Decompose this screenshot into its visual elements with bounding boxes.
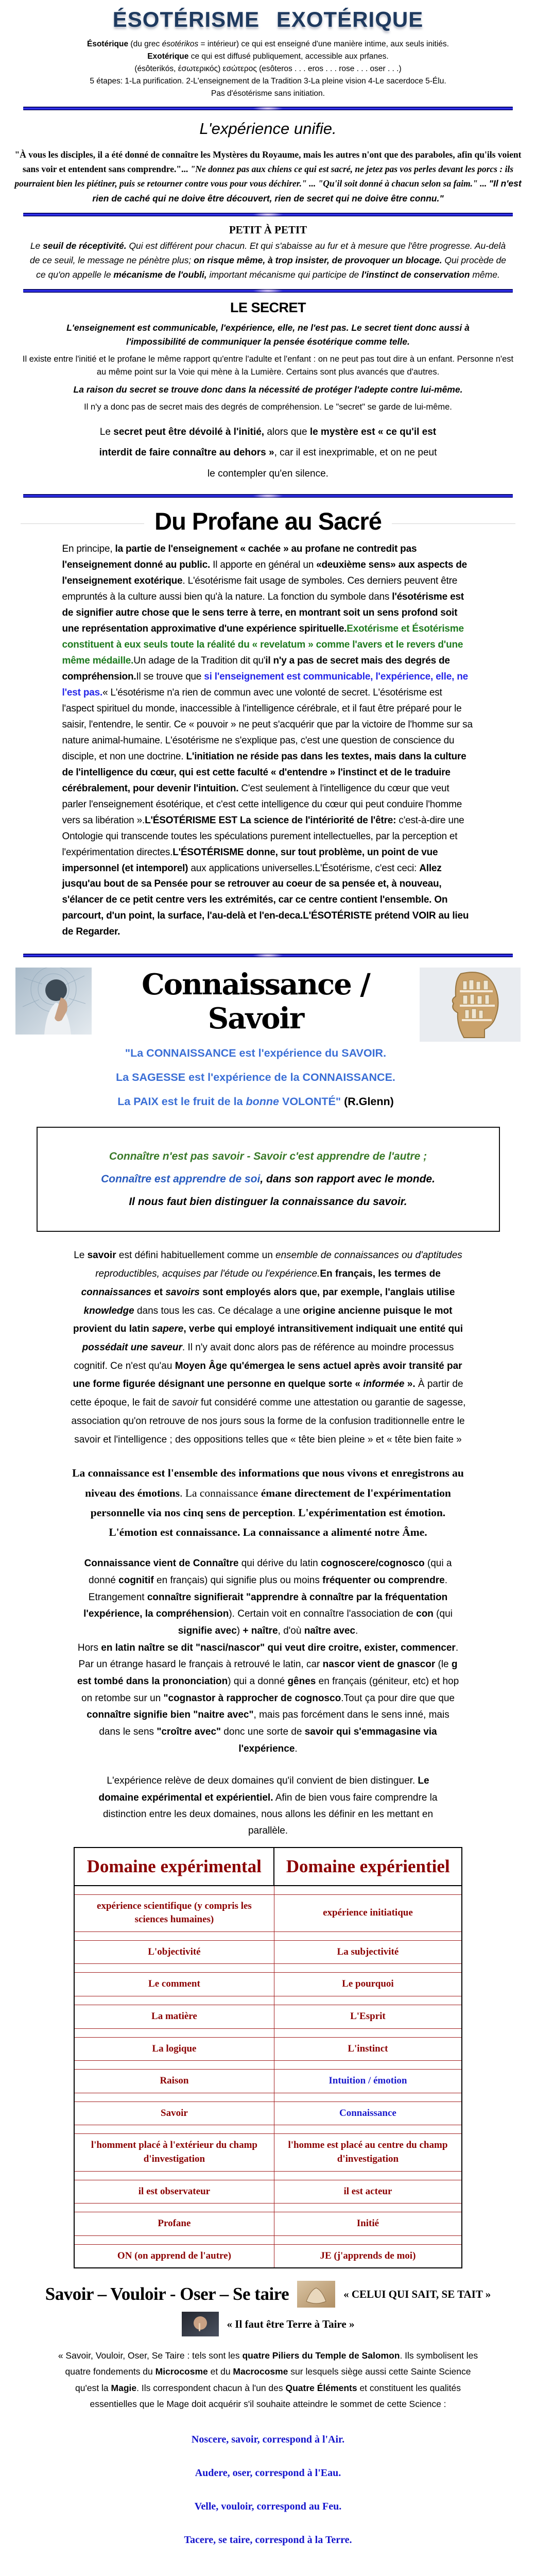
spacer-row — [74, 2093, 462, 2102]
spacer-row — [74, 2171, 462, 2180]
box-line: Connaître n'est pas savoir - Savoir c'est apprendre de l'autre ; — [109, 1150, 427, 1163]
cell-right: Intuition / émotion — [274, 2070, 462, 2093]
spacer-row — [74, 1931, 462, 1940]
silence-image — [182, 2312, 219, 2336]
quatre-quote-1: « CELUI QUI SAIT, SE TAIT » — [343, 2287, 491, 2300]
table-row — [74, 2134, 462, 2171]
quatre-heading-row — [0, 2281, 536, 2308]
domains-table — [74, 1847, 462, 2269]
cell-right: Le pourquoi — [274, 1973, 462, 1996]
definition-line: Exotérique ce qui est diffusé publiquement, accessible aux prfanes. — [147, 52, 389, 61]
cell-right: Connaissance — [274, 2102, 462, 2125]
secret-closing: Le secret peut être dévoilé à l'initié, alors que le mystère est « ce qu'il est interdit de faire connaître au dehors », car il est inexprimable, et on ne peut le contempler qu'en silence. — [99, 426, 437, 480]
cell-right: JE (j'apprends de moi) — [274, 2244, 462, 2268]
spacer-row — [74, 2125, 462, 2134]
element-line-air: Noscere, savoir, correspond à l'Air. — [191, 2433, 345, 2445]
cell-right: L'instinct — [274, 2037, 462, 2061]
table-header-experimental: Domaine expérimental — [74, 1848, 274, 1886]
spacer-row — [74, 2204, 462, 2212]
experience-heading: L'expérience unifie. — [199, 119, 337, 138]
connaissance-line: "La CONNAISSANCE est l'expérience du SAVOIR. — [125, 1047, 387, 1060]
quatre-heading: Savoir – Vouloir - Oser – Se taire — [45, 2284, 289, 2304]
cell-right: il est acteur — [274, 2180, 462, 2204]
box-line: Il nous faut bien distinguer la connaissance du savoir. — [129, 1196, 407, 1208]
connaissance-paragraph: La connaissance est l'ensemble des informations que nous vivons et enregistrons au niveau des émotions. La connaissance émane directement de l'expérimentation personnelle via nos cinq sens de perception. L'expérimentation est émotion. L'émotion est connaissance. La connaissance a alimenté notre Âme. — [72, 1467, 464, 1539]
box-line: Connaître est apprendre de soi, dans son rapport avec le monde. — [101, 1173, 435, 1185]
definition-line: (ésôterikós, έσωτερικός) εσώτερος (esôteros . . . eros . . . rose . . . oser . . .) — [134, 64, 402, 73]
blue-separator — [23, 954, 513, 957]
secret-body: Il existe entre l'initié et le profane le même rapport qu'entre l'adulte et l'enfant : on ne peut pas tout dire à un enfant. Personne n'est au même point sur la Voie qui mène à la Lumière. Certains sont plus avancés que d'autres. — [22, 354, 514, 377]
table-row — [74, 2070, 462, 2093]
cell-right: expérience initiatique — [274, 1894, 462, 1931]
cell-left: Savoir — [74, 2102, 274, 2125]
secret-heading: LE SECRET — [230, 299, 306, 315]
table-row — [74, 2244, 462, 2268]
table-row — [74, 1940, 462, 1964]
element-line-feu: Velle, vouloir, correspond au Feu. — [194, 2500, 342, 2512]
cell-left: ON (on apprend de l'autre) — [74, 2244, 274, 2268]
cell-right: l'homme est placé au centre du champ d'investigation — [274, 2134, 462, 2171]
element-line-terre: Tacere, se taire, correspond à la Terre. — [184, 2534, 352, 2546]
cell-left: Profane — [74, 2212, 274, 2236]
cell-left: Raison — [74, 2070, 274, 2093]
element-line-eau: Audere, oser, correspond à l'Eau. — [195, 2467, 341, 2479]
blue-separator — [23, 213, 513, 216]
petit-paragraph: Le seuil de réceptivité. Qui est différent pour chacun. Et qui s'abaisse au fur et à mesure que l'être progresse. Au-delà de ce seuil, le message ne pénètre plus; on risque même, à trop insister, de provoquer un blocage. Qui procède de ce qu'on appelle le mécanisme de l'oubli, important mécanisme qui participe de l'instinct de conservation même. — [30, 240, 506, 280]
spacer-row — [74, 2028, 462, 2037]
table-row — [74, 2102, 462, 2125]
connaissance-section — [15, 968, 521, 1120]
blue-separator — [23, 289, 513, 293]
spacer-row — [74, 1964, 462, 1973]
spacer-row — [74, 1996, 462, 2005]
thinker-image — [15, 968, 92, 1035]
pillars-paragraph: « Savoir, Vouloir, Oser, Se Taire : tels sont les quatre Piliers du Temple de Salomon. Ils symbolisent les quatre fondements du Microcosme et du Macrocosme sur lesquels siège aussi cette Sainte Science qu'est la Magie. Ils correspondent chacun à l'un des Quatre Éléments et constituent les qualités essentielles que le Mage doit acquérir s'il souhaite atteindre le sommet de cette Science : — [58, 2350, 478, 2409]
petit-heading: PETIT À PETIT — [229, 223, 307, 236]
cell-left: l'homment placé à l'extérieur du champ d'investigation — [74, 2134, 274, 2171]
cell-left: L'objectivité — [74, 1940, 274, 1964]
scripture-quote: "À vous les disciples, il a été donné de connaître les Mystères du Royaume, mais les autres n'ont que des paraboles, afin qu'ils voient sans voir et entendent sans comprendre."... "Ne donnez pas aux chiens ce qui est sacré, ne jetez pas vos perles devant les porcs : ils pourraient bien les piétiner, puis se retourner contre vous pour vous déchirer." ... "Qu'il soit donné à chacun selon sa faim." ... "Il n'est rien de caché qui ne doive être découvert, rien de secret qui ne doive être connu." — [14, 149, 522, 204]
table-row — [74, 1973, 462, 1996]
savoir-paragraph: Le savoir est défini habituellement comme un ensemble de connaissances ou d'aptitudes reproductibles, acquises par l'étude ou l'expérience.En français, les termes de connaissances et savoirs sont employés alors que, par exemple, l'anglais utilise knowledge dans tous les cas. Ce décalage a une origine ancienne puisque le mot provient du latin sapere, verbe qui employé intransitivement indiquait une entité qui possédait une saveur. Il n'y avait donc alors pas de référence au moindre processus cognitif. Ce n'est qu'au Moyen Âge qu'émergea le sens actuel après avoir transité par une forme figurée désignant une personne en quelque sorte « informée ». À partir de cette époque, le fait de savoir fut considéré comme une attestation ou garantie de sagesse, association qu'on retrouve de nos jours sous la forme de la confusion traditionnelle entre le savoir et l'intelligence ; des oppositions telles que « tête bien pleine » et « tête bien faite » — [70, 1250, 466, 1445]
connaitre-paragraph: Connaissance vient de Connaître qui dérive du latin cognoscere/cognosco (qui a donné cognitif en français) qui signifie plus ou moins fréquenter ou comprendre. Etrangement connaître signifierait "apprendre à connaître par la fréquentation l'expérience, la compréhension). Certain voit en connaître l'association de con (qui signifie avec) + naître, d'où naître avec. — [83, 1558, 453, 1637]
table-row — [74, 2180, 462, 2204]
cell-right: L'Esprit — [274, 2005, 462, 2028]
definition-line: Pas d'ésotérisme sans initiation. — [211, 89, 325, 98]
table-header-experientiel: Domaine expérientiel — [274, 1848, 462, 1886]
definition-line: Ésotérique (du grec ésotérikos = intérieur) ce qui est enseigné d'une manière intime, aux seuls initiés. — [87, 40, 449, 48]
page-title: ÉSOTÉRISME EXOTÉRIQUE — [112, 7, 424, 31]
table-row — [74, 2005, 462, 2028]
cell-left: Le comment — [74, 1973, 274, 1996]
cell-left: La matière — [74, 2005, 274, 2028]
quatre-quote-row — [0, 2312, 536, 2336]
cell-left: expérience scientifique (y compris les sciences humaines) — [74, 1894, 274, 1931]
experience-domains-paragraph: L'expérience relève de deux domaines qu'il convient de bien distinguer. Le domaine expérimental et expérientiel. Afin de bien vous faire comprendre la distinction entre les deux domaines, nous allons les définir en les mettant en parallèle. — [98, 1775, 438, 1837]
spacer-row — [74, 1886, 462, 1895]
secret-body2: Il n'y a donc pas de secret mais des degrés de compréhension. Le "secret" se garde de lui-même. — [84, 402, 452, 412]
connaissance-line: La PAIX est le fruit de la bonne VOLONTÉ" (R.Glenn) — [117, 1095, 394, 1108]
secret-lead: L'enseignement est communicable, l'expérience, elle, ne l'est pas. Le secret tient donc aussi à l'impossibilité de communiquer la pensée ésotérique comme telle. — [66, 322, 470, 347]
elements-block — [0, 2434, 536, 2546]
table-row — [74, 2037, 462, 2061]
spacer-row — [74, 2061, 462, 2070]
quatre-quote-2: « Il faut être Terre à Taire » — [227, 2317, 355, 2330]
blue-separator — [23, 494, 513, 498]
distinction-box — [37, 1127, 500, 1232]
cell-left: il est observateur — [74, 2180, 274, 2204]
cell-left: La logique — [74, 2037, 274, 2061]
book-head-image — [420, 968, 521, 1042]
connaissance-line: La SAGESSE est l'expérience de la CONNAISSANCE. — [116, 1071, 395, 1084]
table-row — [74, 2212, 462, 2236]
spacer-row — [74, 2235, 462, 2244]
cell-right: Initié — [274, 2212, 462, 2236]
profane-heading: Du Profane au Sacré — [0, 507, 536, 535]
table-header-row — [74, 1848, 462, 1886]
connaitre-paragraph-2: Hors en latin naître se dit "nasci/nascor" qui veut dire croitre, exister, commencer. Par un étrange hasard le français à retrouvé le latin, car nascor vient de gnascor (le g est tombé dans la prononciation) qui a donné gênes en français (géniteur, etc) et hop on retombe sur un "cognastor à rapprocher de cognosco.Tout ça pour dire que que connaître signifie bien "naitre avec", mais pas forcément dans le sens inné, mais dans le sens "croître avec" donc une sorte de savoir qui s'emmagasine via l'expérience. — [77, 1642, 459, 1754]
definition-line: 5 étapes: 1-La purification. 2-L'enseignement de la Tradition 3-La pleine vision 4-Le sacerdoce 5-Élu. — [90, 76, 446, 86]
connaissance-heading: Connaissance / Savoir — [142, 968, 370, 1036]
cell-right: La subjectivité — [274, 1940, 462, 1964]
hands-image — [297, 2281, 335, 2308]
blue-separator — [23, 107, 513, 110]
profane-paragraph: En principe, la partie de l'enseignement « cachée » au profane ne contredit pas l'enseignement donné au public. Il apporte en général un «deuxième sens» aux aspects de l'enseignement exotérique. L'ésotérisme fait usage de symboles. Ces derniers peuvent être empruntés à la culture aussi bien qu'à la nature. La fonction du symbole dans l'ésotérisme est de signifier autre chose que le sens terre à terre, en montrant soit un sens profond soit une représentation approximative d'une expérience spirituelle.Exotérisme et Ésotérisme constituent à eux seuls toute la réalité du « revelatum » comme l'avers et le revers d'une même médaille.Un adage de la Tradition dit qu'il n'y a pas de secret mais des degrés de compréhension.Il se trouve que si l'enseignement est communicable, l'expérience, elle, ne l'est pas.« L'ésotérisme n'a rien de commun avec une volonté de secret. L'ésotérisme est l'aspect spirituel du monde, inaccessible à l'intelligence cérébrale, et il faut être préparé pour le saisir, l'entendre, le sentir. Ce « pouvoir » ne peut s'acquérir que par la victoire de l'homme sur sa nature animal-humaine. L'ésotérisme ne s'explique pas, c'est une question de conscience du disciple, et non une doctrine. L'initiation ne réside pas dans les textes, mais dans la culture de l'intelligence du cœur, qui est cette faculté « d'entendre » l'instinct et de le traduire cérébralement, pour devenir l'intuition. C'est seulement à l'intelligence du cœur que veut parler l'enseignement ésotérique, et c'est cette intelligence du cœur qui peut conduire l'homme vers sa libération ».L'ÉSOTÉRISME EST La science de l'intériorité de l'être: c'est-à-dire une Ontologie qui transcende toutes les spéculations purement intellectuelles, par la perception et l'expérimentation directes.L'ÉSOTÉRISME donne, sur tout problème, un point de vue impersonnel (et intemporel) aux applications universelles.L'Ésotérisme, c'est ceci: Allez jusqu'au bout de sa Pensée pour se retrouver au coeur de sa pensée et, à nouveau, s'élancer de ce petit centre vers les extrémités, car ce centre contient l'ensemble. On parcourt, d'un point, la surface, l'au-delà et l'en-deca.L'ÉSOTÉRISTE prétend VOIR au lieu de Regarder. — [62, 544, 473, 938]
connaissance-center — [102, 968, 409, 1120]
secret-lead2: La raison du secret se trouve donc dans la nécessité de protéger l'adepte contre lui-même. — [73, 384, 463, 395]
table-row — [74, 1894, 462, 1931]
